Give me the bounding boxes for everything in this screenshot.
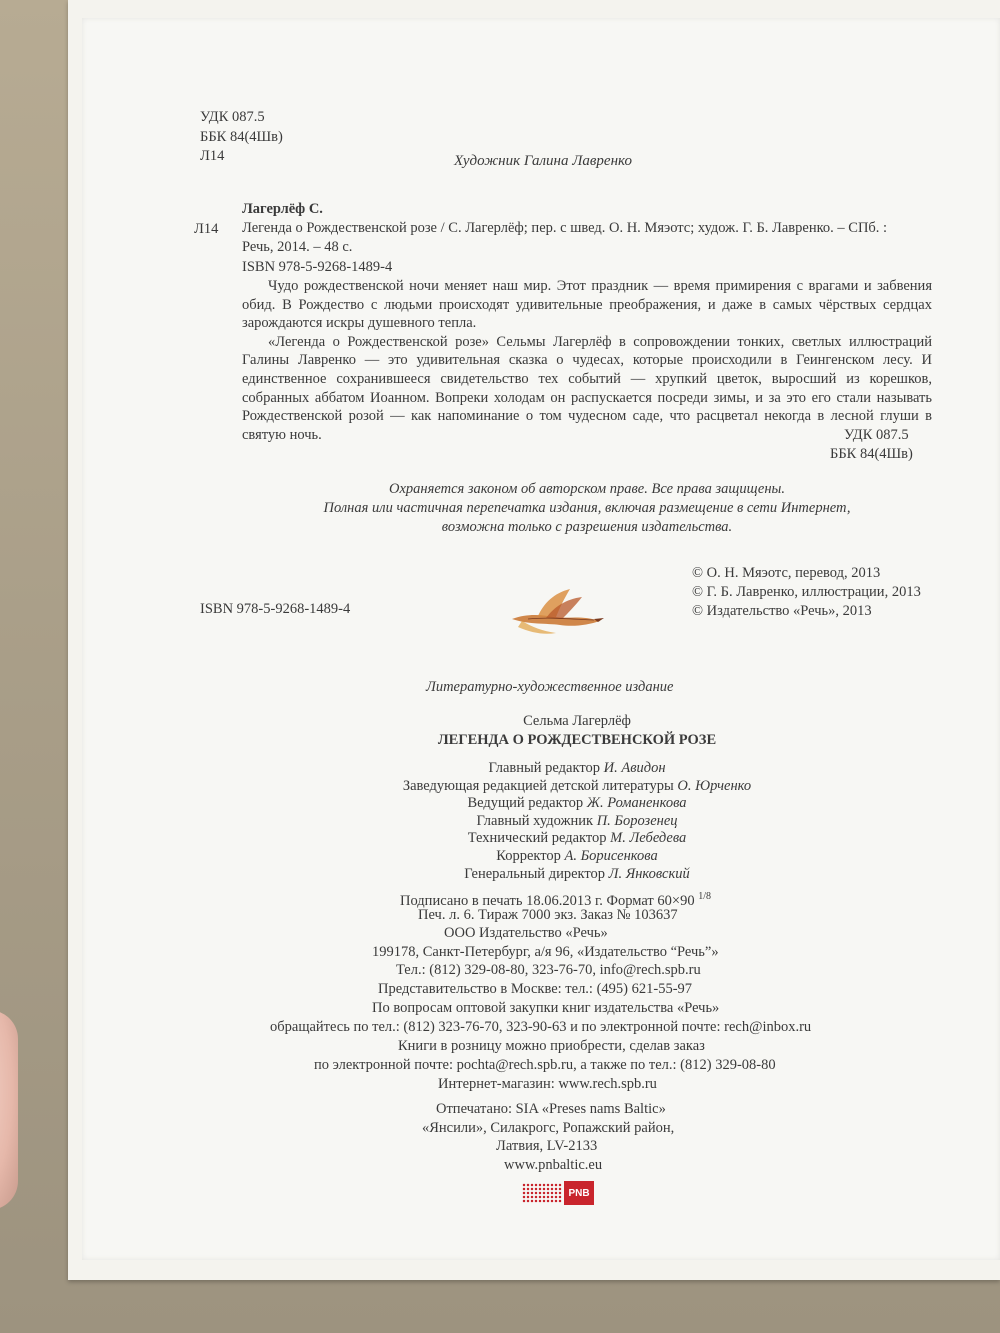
bird-illustration [508, 585, 608, 645]
printed-by-2: «Янсили», Силакрогс, Ропажский район, [422, 1120, 675, 1136]
staff-role: Главный редактор [488, 760, 600, 776]
catalog-code: Л14 [194, 221, 219, 237]
staff-name: М. Лебедева [610, 830, 687, 847]
finger [0, 1010, 18, 1210]
edition-genre: Литературно-художественное издание [426, 679, 674, 695]
rights-notice-3: возможна только с разрешения издательства. [441, 519, 733, 535]
moscow-office: Представительство в Москве: тел.: (495) 621-55-97 [378, 981, 693, 997]
staff-name: О. Юрченко [677, 777, 752, 794]
staff-name: П. Борозенец [596, 812, 678, 829]
annotation-bbk: ББК 84(4Шв) [830, 446, 913, 462]
staff-role: Ведущий редактор [467, 795, 584, 812]
catalog-isbn: ISBN 978-5-9268-1489-4 [242, 259, 393, 275]
format-fraction: 1/8 [698, 891, 711, 902]
logo-text: PNB [564, 1181, 594, 1205]
staff-role: Главный художник [476, 812, 594, 829]
copyright-translation: © О. Н. Мяэотс, перевод, 2013 [692, 565, 881, 581]
book-page [82, 18, 1000, 1260]
annotation-udk: УДК 087.5 [844, 427, 909, 443]
code-header: Л14 [200, 148, 225, 164]
staff-row [282, 760, 872, 778]
bbk-header: ББК 84(4Шв) [200, 129, 283, 145]
annotation [242, 277, 932, 444]
printed-by-1: Отпечатано: SIA «Preses nams Baltic» [436, 1101, 666, 1117]
staff-name: И. Авидон [603, 760, 666, 776]
staff-row [282, 866, 872, 884]
staff-row [282, 795, 872, 813]
print-run: Печ. л. 6. Тираж 7000 экз. Заказ № 103637 [418, 907, 678, 923]
staff-row [282, 830, 872, 848]
staff-row [282, 778, 872, 796]
pnb-logo [522, 1181, 594, 1205]
staff-role: Генеральный директор [464, 865, 606, 882]
staff-name: Л. Янковский [608, 865, 690, 882]
staff-name: Ж. Романенкова [586, 795, 687, 812]
rights-notice-2: Полная или частичная перепечатка издания, включая размещение в сети Интернет, [323, 500, 851, 516]
staff-list [282, 760, 872, 883]
printer-website: www.pnbaltic.eu [504, 1157, 603, 1173]
staff-name: А. Борисенкова [564, 847, 658, 864]
annotation-paragraph-1: Чудо рождественской ночи меняет наш мир. Этот праздник — время примирения с врагами и забвения обид. В Рождество с людьми происходят удивительные преображения, и даже в самых чёрствых сердцах зарождаются искры душевного тепла. [242, 278, 932, 332]
retail-line-2: по электронной почте: pochta@rech.spb.ru, а также по тел.: (812) 329-08-80 [314, 1057, 776, 1073]
wholesale-line-2: обращайтесь по тел.: (812) 323-76-70, 323-90-63 и по электронной почте: rech@inbox.ru [270, 1019, 812, 1035]
retail-line-1: Книги в розницу можно приобрести, сделав заказ [398, 1038, 705, 1054]
catalog-description-1: Легенда о Рождественской розе / С. Лагерлёф; пер. с швед. О. Н. Мяэотс; худож. Г. Б. Лавренко. – СПб. : [242, 220, 888, 236]
udk-header: УДК 087.5 [200, 109, 265, 125]
catalog-author: Лагерлёф С. [242, 201, 323, 217]
internet-shop: Интернет-магазин: www.rech.spb.ru [438, 1076, 657, 1092]
isbn-bottom: ISBN 978-5-9268-1489-4 [200, 601, 351, 617]
staff-role: Заведующая редакцией детской литературы [402, 777, 674, 794]
illustrator-credit: Художник Галина Лавренко [454, 153, 632, 169]
annotation-paragraph-2: «Легенда о Рождественской розе» Сельмы Лагерлёф в сопровождении тонких, светлых иллюстраций Галины Лавренко — это удивительная сказка о чудесах, которые происходили в Геингенском лесу. И единственное сохранившееся свидетельство тех событий — хрупкий цветок, выросший из корешков, собранных аббатом Иоанном. Вопреки холодам он распускается посреди зимы, и за это его стали называть Рождественской розой — как напоминание о том чудесном саде, что расцветал некогда в лесной глуши в святую ночь. [242, 333, 932, 443]
catalog-description-2: Речь, 2014. – 48 с. [242, 239, 353, 255]
logo-dots [522, 1183, 562, 1203]
staff-role: Технический редактор [467, 830, 607, 847]
imprint-title: ЛЕГЕНДА О РОЖДЕСТВЕНСКОЙ РОЗЕ [437, 732, 717, 748]
publisher-address: 199178, Санкт-Петербург, а/я 96, «Издательство “Речь”» [372, 944, 719, 960]
imprint-author: Сельма Лагерлёф [523, 713, 631, 729]
publisher-name: ООО Издательство «Речь» [444, 925, 608, 941]
print-signed-text: Подписано в печать 18.06.2013 г. Формат 60×90 [400, 892, 695, 909]
rights-notice-1: Охраняется законом об авторском праве. Все права защищены. [389, 481, 785, 497]
printed-by-3: Латвия, LV-2133 [496, 1138, 598, 1154]
wholesale-line-1: По вопросам оптовой закупки книг издательства «Речь» [372, 1000, 720, 1016]
staff-row [282, 813, 872, 831]
staff-row [282, 848, 872, 866]
copyright-publisher: © Издательство «Речь», 2013 [692, 603, 872, 619]
staff-role: Корректор [496, 847, 561, 864]
publisher-phone: Тел.: (812) 329-08-80, 323-76-70, info@rech.spb.ru [396, 962, 701, 978]
copyright-illustrations: © Г. Б. Лавренко, иллюстрации, 2013 [692, 584, 921, 600]
